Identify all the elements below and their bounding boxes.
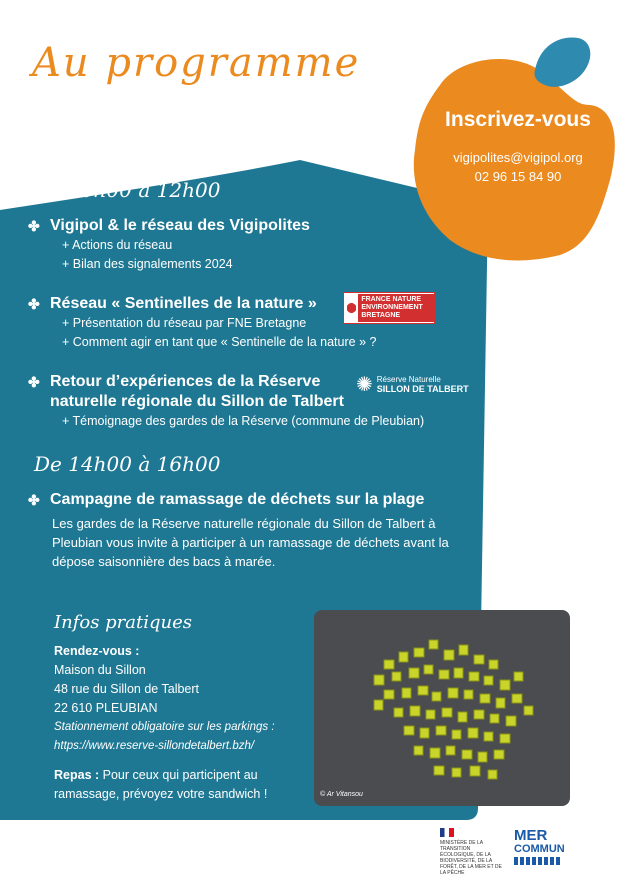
commun-text: COMMUN <box>514 843 565 855</box>
repas-label: Repas : <box>54 768 100 782</box>
repas-text: Pour ceux qui participent au ramassage, prévoyez votre sandwich ! <box>54 768 268 801</box>
infos-title: Infos pratiques <box>54 612 193 633</box>
rdv-city: 22 610 PLEUBIAN <box>54 701 158 715</box>
rdv-address: 48 rue du Sillon de Talbert <box>54 682 200 696</box>
program-subitem: + Actions du réseau <box>62 238 173 252</box>
mer-text: MER <box>514 827 548 844</box>
fne-logo <box>343 292 435 324</box>
program-item-title: Réseau « Sentinelles de la nature » <box>50 295 317 312</box>
ministry-logo <box>440 828 504 876</box>
rdv-label: Rendez-vous : <box>54 644 140 658</box>
marianne-flag-icon <box>440 828 454 837</box>
reserve-url-link[interactable]: https://www.reserve-sillondetalbert.bzh/ <box>54 740 255 752</box>
program-item-title: Vigipol & le réseau des Vigipolites <box>50 217 310 234</box>
pin-icon: ✤ <box>28 492 40 508</box>
mer-commun-logo <box>514 827 565 865</box>
program-subitem: + Comment agir en tant que « Sentinelle de la nature » ? <box>62 335 377 349</box>
repas-info <box>54 766 314 804</box>
program-item-body: Les gardes de la Réserve naturelle régionale du Sillon de Talbert à Pleubian vous invite à participer à un ramassage de déchets avant la dépose saisonnière des bacs à marée. <box>52 516 449 569</box>
program-item-title: Retour d’expériences de la Réserve naturelle régionale du Sillon de Talbert <box>50 373 344 410</box>
rdv-place: Maison du Sillon <box>54 663 146 677</box>
program-item <box>28 372 425 431</box>
afternoon-slot: De 14h00 à 16h00 <box>34 452 221 476</box>
rn-logo-line2: SILLON DE TALBERT <box>376 384 469 394</box>
inscription-email[interactable]: vigipolites@vigipol.org <box>453 150 583 165</box>
ministry-text: MINISTÈRE DE LA TRANSITION ÉCOLOGIQUE, DE LA BIODIVERSITÉ, DE LA FORÊT, DE LA MER ET DE LA PÊCHE <box>440 840 502 876</box>
infos-block <box>54 642 314 804</box>
program-subitem: + Bilan des signalements 2024 <box>62 257 233 271</box>
fne-hedgehog-icon <box>347 297 356 319</box>
program-subitem: + Témoignage des gardes de la Réserve (commune de Pleubian) <box>62 414 425 428</box>
program-item <box>28 216 488 274</box>
pin-icon: ✤ <box>28 296 40 312</box>
inscription-phone[interactable]: 02 96 15 84 90 <box>474 169 562 184</box>
blue-drop-shape <box>534 37 590 86</box>
inscription-heading: Inscrivez-vous <box>445 108 591 131</box>
inscription-box <box>428 108 608 184</box>
rn-logo-line1: Réserve Naturelle <box>376 375 441 384</box>
pin-icon: ✤ <box>28 374 40 390</box>
program-subitem: + Présentation du réseau par FNE Bretagne <box>62 316 307 330</box>
parking-note: Stationnement obligatoire sur les parkings : <box>54 721 275 733</box>
waves-icon <box>514 857 560 865</box>
waste-photo <box>314 610 570 806</box>
program-item-title: Campagne de ramassage de déchets sur la plage <box>50 491 425 508</box>
fne-logo-text: FRANCE NATURE ENVIRONNEMENT <box>361 296 423 311</box>
pin-icon: ✤ <box>28 218 40 234</box>
program-item <box>28 490 478 571</box>
reserve-naturelle-logo <box>356 372 469 397</box>
reserve-emblem-icon: ✺ <box>356 374 373 396</box>
morning-slot: De 10h00 à 12h00 <box>34 178 221 202</box>
page-title: Au programme <box>32 40 361 86</box>
fne-logo-sub: BRETAGNE <box>361 312 401 319</box>
plastic-pellets-image <box>314 610 570 806</box>
photo-credit: © Ar Vitansou <box>320 791 363 798</box>
